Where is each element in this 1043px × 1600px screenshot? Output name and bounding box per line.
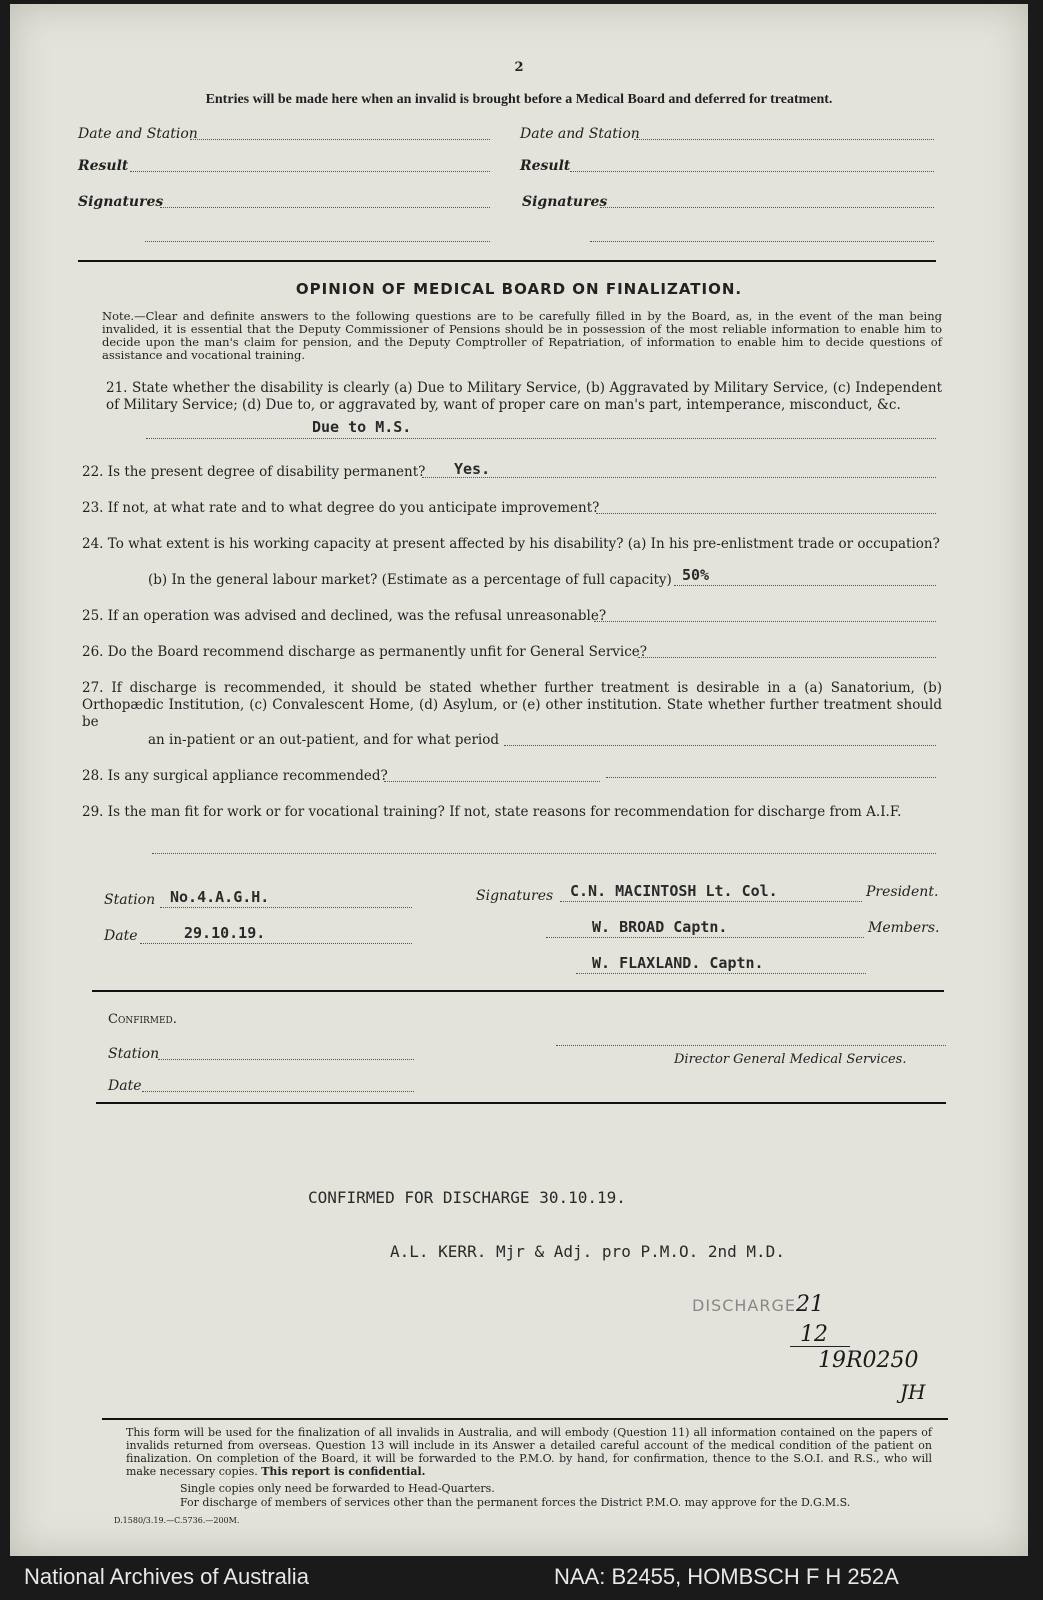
question-24b: (b) In the general labour market? (Estimate as a percentage of full capacity) <box>148 572 672 588</box>
board-date-line <box>140 942 412 944</box>
date-station-label-right: Date and Station <box>520 126 640 142</box>
question-29: 29. Is the man fit for work or for vocational training? If not, state reasons for recommendation for discharge from A.I.F. <box>82 804 902 820</box>
signatures-line2-left <box>145 240 490 242</box>
answer-22-line <box>422 476 936 478</box>
question-28: 28. Is any surgical appliance recommended? <box>82 768 388 784</box>
result-label-right: Result <box>520 158 571 174</box>
discharge-hand-ref: 19R0250 <box>818 1348 919 1373</box>
discharge-stamp: DISCHARGE. <box>692 1296 803 1315</box>
board-station-label: Station <box>104 892 156 908</box>
board-date-label: Date <box>104 928 138 944</box>
answer-27-line <box>504 744 936 746</box>
result-label-left: Result <box>78 158 129 174</box>
divider-footer <box>102 1418 948 1420</box>
section-title: OPINION OF MEDICAL BOARD ON FINALIZATION. <box>295 280 743 298</box>
member2-signature: W. FLAXLAND. Captn. <box>592 954 764 972</box>
footnote-main: This form will be used for the finalization of all invalids in Australia, and will embody (Question 11) all information contained on the papers of invalids returned from overseas. Question 13 will include in its Answer a detailed careful account of the medical condition of the patient on finalization. On completion of the Board, it will be forwarded to the P.M.O. by hand, for confirmation, thence to the S.O.I. and R.S., who will make necessary copies. <box>126 1426 932 1478</box>
divider-board <box>92 990 944 992</box>
confirmed-station-line <box>158 1058 414 1060</box>
answer-26-line <box>638 656 936 658</box>
divider-confirmed <box>96 1102 946 1104</box>
confirmed-date-label: Date <box>108 1078 142 1094</box>
form-code: D.1580/3.19.—C.5736.—200M. <box>114 1516 240 1525</box>
signatures-line-left <box>160 206 490 208</box>
board-station: No.4.A.G.H. <box>170 888 270 906</box>
member1-signature: W. BROAD Captn. <box>592 918 728 936</box>
signatures-line-right <box>600 206 934 208</box>
footnote-text <box>126 1426 932 1478</box>
answer-25-line <box>594 620 936 622</box>
member1-line <box>546 936 864 938</box>
member2-line <box>576 972 866 974</box>
answer-28-line2 <box>606 776 936 778</box>
question-26: 26. Do the Board recommend discharge as permanently unfit for General Service? <box>82 644 648 660</box>
question-27b: an in-patient or an out-patient, and for what period <box>148 732 500 748</box>
discharge-signed-by: A.L. KERR. Mjr & Adj. pro P.M.O. 2nd M.D. <box>390 1242 785 1261</box>
director-line <box>556 1044 946 1046</box>
date-station-line-right <box>634 138 934 140</box>
document-page <box>10 4 1028 1556</box>
signatures-line2-right <box>590 240 934 242</box>
question-23: 23. If not, at what rate and to what degree do you anticipate improvement? <box>82 500 600 516</box>
footnote-confidential: This report is confidential. <box>261 1465 426 1478</box>
discharge-hand-21: 21 <box>796 1292 824 1317</box>
board-date: 29.10.19. <box>184 924 266 942</box>
result-line-right <box>570 170 934 172</box>
confirmed-station-label: Station <box>108 1046 160 1062</box>
confirmed-date-line <box>142 1090 414 1092</box>
board-signatures-label: Signatures <box>476 888 554 904</box>
answer-28-line <box>384 780 600 782</box>
discharge-initials: JH <box>900 1380 926 1404</box>
question-24: 24. To what extent is his working capacity at present affected by his disability? (a) In his pre-enlistment trade or occupation? <box>82 536 940 552</box>
members-label: Members. <box>868 920 940 936</box>
president-signature: C.N. MACINTOSH Lt. Col. <box>570 882 778 900</box>
date-station-label-left: Date and Station <box>78 126 198 142</box>
board-station-line <box>160 906 412 908</box>
answer-29-line <box>152 852 936 854</box>
page-number: 2 <box>514 60 524 75</box>
date-station-line-left <box>190 138 490 140</box>
divider <box>78 260 936 262</box>
signatures-label-left: Signatures <box>78 194 164 210</box>
director-label: Director General Medical Services. <box>674 1052 907 1067</box>
answer-24b-line <box>674 584 936 586</box>
signatures-label-right: Signatures <box>522 194 608 210</box>
footnote-line2: Single copies only need be forwarded to Head-Quarters. <box>180 1482 495 1495</box>
confirmed-heading: Confirmed. <box>108 1012 177 1027</box>
question-25: 25. If an operation was advised and declined, was the refusal unreasonable? <box>82 608 607 624</box>
answer-24b: 50% <box>682 566 710 584</box>
question-22: 22. Is the present degree of disability permanent? <box>82 464 426 480</box>
question-27: 27. If discharge is recommended, it should be stated whether further treatment is desirable in a (a) Sanatorium, (b) Orthopædic Institution, (c) Convalescent Home, (d) Asylum, or (e) other institution. State whether further treatment should be <box>82 680 942 730</box>
footnote-line3: For discharge of members of services other than the permanent forces the District P.M.O. may approve for the D.G.M.S. <box>180 1496 851 1509</box>
confirmed-for-discharge: CONFIRMED FOR DISCHARGE 30.10.19. <box>308 1188 626 1207</box>
archive-name: National Archives of Australia <box>24 1564 309 1589</box>
archive-reference: NAA: B2455, HOMBSCH F H 252A <box>554 1564 899 1589</box>
president-line <box>560 900 862 902</box>
answer-23-line <box>596 512 936 514</box>
answer-21: Due to M.S. <box>312 418 412 436</box>
answer-22: Yes. <box>454 460 491 478</box>
question-21: 21. State whether the disability is clearly (a) Due to Military Service, (b) Aggravated by Military Service, (c) Independent of Military Service; (d) Due to, or aggravated by, want of proper care on man's part, intemperance, misconduct, &c. <box>106 380 942 413</box>
result-line-left <box>130 170 490 172</box>
board-note: Note.—Clear and definite answers to the following questions are to be carefully filled in by the Board, as, in the event of the man being invalided, it is essential that the Deputy Commissioner of Pensions should be in possession of the most reliable information to enable him to decide upon the man's claim for pension, and the Deputy Comptroller of Repatriation, of information to enable him to decide questions of assistance and vocational training. <box>102 309 942 362</box>
discharge-hand-12: 12 <box>800 1322 828 1347</box>
answer-21-line <box>146 437 936 439</box>
deferred-header: Entries will be made here when an invalid is brought before a Medical Board and deferred for treatment. <box>205 92 833 107</box>
president-label: President. <box>866 884 939 900</box>
